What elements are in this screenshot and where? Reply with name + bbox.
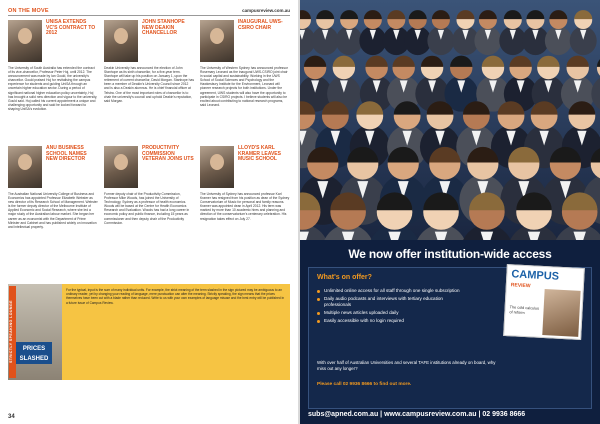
crowd-photo xyxy=(300,0,600,240)
article-body: Former deputy chair of the Productivity Commission, Professor Mike Woods, has joined the University of Technology, Sydney as a professor of health economics. Woods will be based at the Centre for Health Economics Research and Evaluation. Woods has had a long career in economic policy and public finance, including 15 years as commissioner and then deputy chair of the Productivity Commission. xyxy=(104,192,190,225)
article-uts xyxy=(104,146,194,280)
article-uws xyxy=(200,20,290,138)
article-photo xyxy=(8,146,42,188)
article-photo xyxy=(200,20,234,62)
article-photo xyxy=(8,20,42,62)
article-headline: PRODUCTIVITY COMMISSION VETERAN JOINS UTS xyxy=(142,145,194,163)
magazine-cover-line: The cold calculus of reform xyxy=(509,305,540,315)
article-body: The Australian National University College of Business and Economics has appointed Professor Elizabeth Webster as new director of its Research School of Management. Webster is the former deputy director of the Melbourne Institute of Applied Economic and Social Research, where she led a major study of the Australian labour market. She began her career as an economist with the Department of Prime Minister and Cabinet and has published widely on innovation and intellectual property. xyxy=(8,192,98,229)
sidebar-label: STRICTLY SPEAKING LOUNGE xyxy=(9,286,16,378)
article-headline: LLOYD'S KARL KRAMER LEAVES MUSIC SCHOOL xyxy=(238,145,281,163)
right-page-ad xyxy=(300,0,600,424)
offer-item: Daily audio podcasts and interviews with tertiary education professionals xyxy=(317,296,467,308)
article-headline: JOHN STANHOPE NEW DEAKIN CHANCELLOR xyxy=(142,19,185,37)
offer-panel xyxy=(308,267,592,409)
offer-item: Multiple news articles uploaded daily xyxy=(317,310,467,316)
article-headline: UNISA EXTENDS VC'S CONTRACT TO 2012 xyxy=(46,19,96,37)
header-url: campusreview.com.au xyxy=(242,8,290,13)
article-photo xyxy=(104,146,138,188)
sidebar-text: For the typical, input is the sum of many individual units. For example, the strict meaning of the term slashed in the sign pictured may be ambiguous to an ordinary reader, yet by changing your reading of language, mere punctuation can alter the meaning. Strictly speaking, the sign means that the prices themselves have been cut with a blade rather than reduced. Write to us with your own examples of language misuse and the best entry will be published in a future issue of Campus Review. xyxy=(66,288,285,305)
article-anu xyxy=(8,146,98,280)
ad-headline: We now offer institution-wide access xyxy=(348,247,552,261)
offer-list xyxy=(317,288,467,326)
crowd-illustration xyxy=(300,0,600,240)
panel-title: What's on offer? xyxy=(317,274,372,281)
page-header xyxy=(8,6,290,16)
strictly-speaking-box xyxy=(8,284,290,380)
article-headline: ANU BUSINESS SCHOOL NAMES NEW DIRECTOR xyxy=(46,145,87,163)
left-page xyxy=(0,0,298,424)
article-photo xyxy=(104,20,138,62)
campus-review-magazine xyxy=(503,264,585,340)
call-to-action: Please call 02 9936 8666 to find out more. xyxy=(317,382,412,387)
offer-item: Unlimited online access for all staff through one single subscription xyxy=(317,288,467,294)
magazine-subtitle: REVIEW xyxy=(510,282,531,290)
ad-footer-contact: subs@apned.com.au | www.campusreview.com.au | 02 9936 8666 xyxy=(308,411,526,418)
magazine-cover-photo xyxy=(542,289,580,337)
sale-sign: PRICES SLASHED xyxy=(16,342,52,364)
article-headline: INAUGURAL UWS-CSIRO CHAIR xyxy=(238,19,283,31)
article-deakin xyxy=(104,20,194,138)
article-body: The University of South Australia has extended the contract of its vice-chancellor, Professor Peter Hoj, until 2012. The announcement was made by Ian Gould, the university's chancellor. Gould praised Hoj for revitalising the campus experience for students and guiding UniSA through an uncertain higher education sector. During a period of significant national higher education policy uncertainty, Hoj has brought a solid new direction and vigour to the university, Gould said. Hoj called his current appointment a unique and challenging opportunity and said he looked forward to shaping UniSA's evolution. xyxy=(8,66,98,111)
article-body: The University of Western Sydney has announced professor Rosemary Leonard as the inaugural UWS-CSIRO joint chair in social capital and sustainability. Working in the UWS School of Social Sciences and Psychology and the Hawkesbury Institute for the Environment, Leonard will pioneer research projects for both institutions. Under the agreement, UWS students will also have the opportunity to participate in CSIRO projects. I believe students will also be excited about contributing to national research programs, said Leonard. xyxy=(200,66,288,107)
magazine-title: CAMPUS xyxy=(511,268,560,283)
article-body: Deakin University has announced the election of John Stanhope as its sixth chancellor, for a five-year term. Stanhope will take up his position on January 1, upon the retirement of current chancellor, David Morgan. Stanhope has been a member of Deakin's University Council since 2012 and is also a Deakin alumnus. He is chief financial officer at Telstra. One of the most important roles of chancellor is to chair the university's council and uphold Deakin's reputation, said Morgan. xyxy=(104,66,194,103)
article-unisa xyxy=(8,20,98,138)
section-title: ON THE MOVE xyxy=(8,7,49,14)
sale-sign-image xyxy=(8,284,62,380)
article-sydney xyxy=(200,146,290,280)
article-photo xyxy=(200,146,234,188)
offer-note: With over half of Australian Universities and several TAFE institutions already on board, why miss out any longer? xyxy=(317,360,496,371)
article-body: The University of Sydney has announced professor Karl Kramer has resigned from his position as dean of the Sydney Conservatorium of Music for personal and family reasons. Kramer was appointed dean in April 2012. His term was marked by more than 10 academic hires and planning and direction of the conservatorium's centenary celebration. His resignation takes effect on July 27. xyxy=(200,192,290,221)
page-number: 34 xyxy=(8,414,15,420)
offer-item: Easily accessible with no login required xyxy=(317,318,467,324)
